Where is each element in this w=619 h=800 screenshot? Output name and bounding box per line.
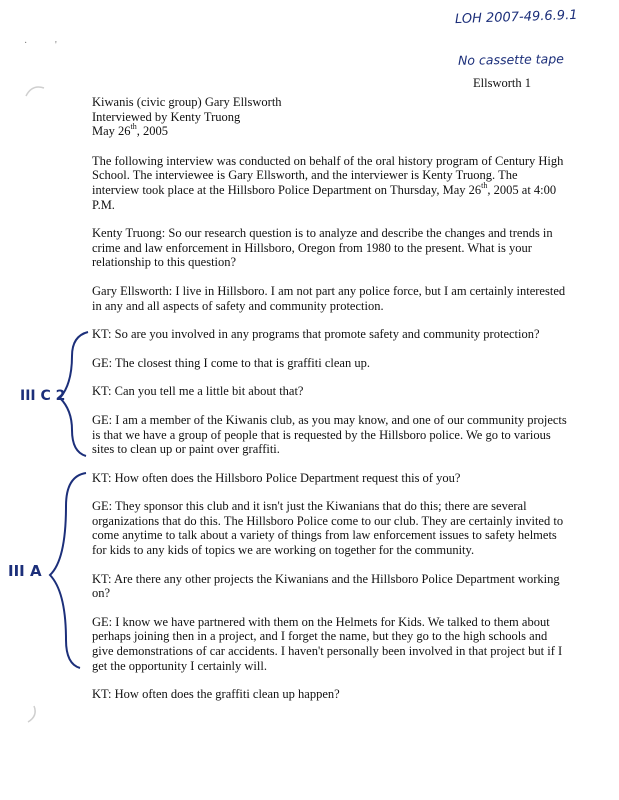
transcript-body — [92, 95, 567, 716]
header-date: May 26th, 2005 — [92, 122, 169, 139]
paragraph: Gary Ellsworth: I live in Hillsboro. I am not part any police force, but I am certainly interested in any and all aspects of safety and community protection. — [92, 283, 566, 313]
margin-code-1: III C 2 — [20, 388, 66, 404]
scan-speck: ' — [55, 40, 57, 51]
paragraph: GE: They sponsor this club and it isn't just the Kiwanians that do this; there are several organizations that do this. The Hillsboro Police come to our club. They are certainly invited to come anytime to talk about a variety of things from law enforcement issues to safety helmets for kids to any kids of topics we are working on together for the community. — [92, 499, 564, 558]
paragraph: GE: I am a member of the Kiwanis club, as you may know, and one of our community projects is that we have a group of people that is requested by the Hillsboro police. We go to various sites to clean up or paint over graffiti. — [92, 412, 567, 457]
handwritten-catalog-code: LOH 2007-49.6.9.1 — [454, 7, 578, 28]
paragraph: KT: How often does the graffiti clean up happen? — [92, 687, 340, 702]
bracket-curly-2 — [50, 473, 86, 668]
paragraph: KT: Are there any other projects the Kiwanians and the Hillsboro Police Department working on? — [92, 571, 560, 601]
header-line-2: Interviewed by Kenty Truong — [92, 109, 241, 124]
intro-paragraph: The following interview was conducted on behalf of the oral history program of Century High School. The interviewee is Gary Ellsworth, and the interviewer is Kenty Truong. The interview took place at the Hillsboro Police Department on Thursday, May 26th, 2005 at 4:00 P.M. — [92, 153, 564, 212]
page-label: Ellsworth 1 — [473, 76, 531, 90]
handwritten-tape-note: No cassette tape — [457, 51, 564, 68]
paragraph: GE: I know we have partnered with them on the Helmets for Kids. We talked to them about perhaps joining then in a project, and I forget the name, but they go to the high schools and give demonstrations of car accidents. I haven't personally been involved in that project but if I get the opportunity I certainly will. — [92, 614, 563, 673]
scan-arc-bottom — [28, 706, 35, 722]
scan-speck: · — [24, 38, 28, 49]
paragraph: KT: How often does the Hillsboro Police Department request this of you? — [92, 470, 461, 485]
paragraph: KT: So are you involved in any programs that promote safety and community protection? — [92, 327, 540, 342]
header-line-1: Kiwanis (civic group) Gary Ellsworth — [92, 95, 282, 109]
margin-code-2: III A — [8, 562, 42, 580]
scan-arc-top — [26, 87, 44, 96]
header-block — [92, 95, 567, 139]
paragraph: GE: The closest thing I come to that is graffiti clean up. — [92, 355, 370, 370]
paragraph: Kenty Truong: So our research question is to analyze and describe the changes and trends in crime and law enforcement in Hillsboro, Oregon from 1980 to the present. What is your relationship to this question? — [92, 226, 553, 270]
paragraph: KT: Can you tell me a little bit about that? — [92, 384, 304, 399]
